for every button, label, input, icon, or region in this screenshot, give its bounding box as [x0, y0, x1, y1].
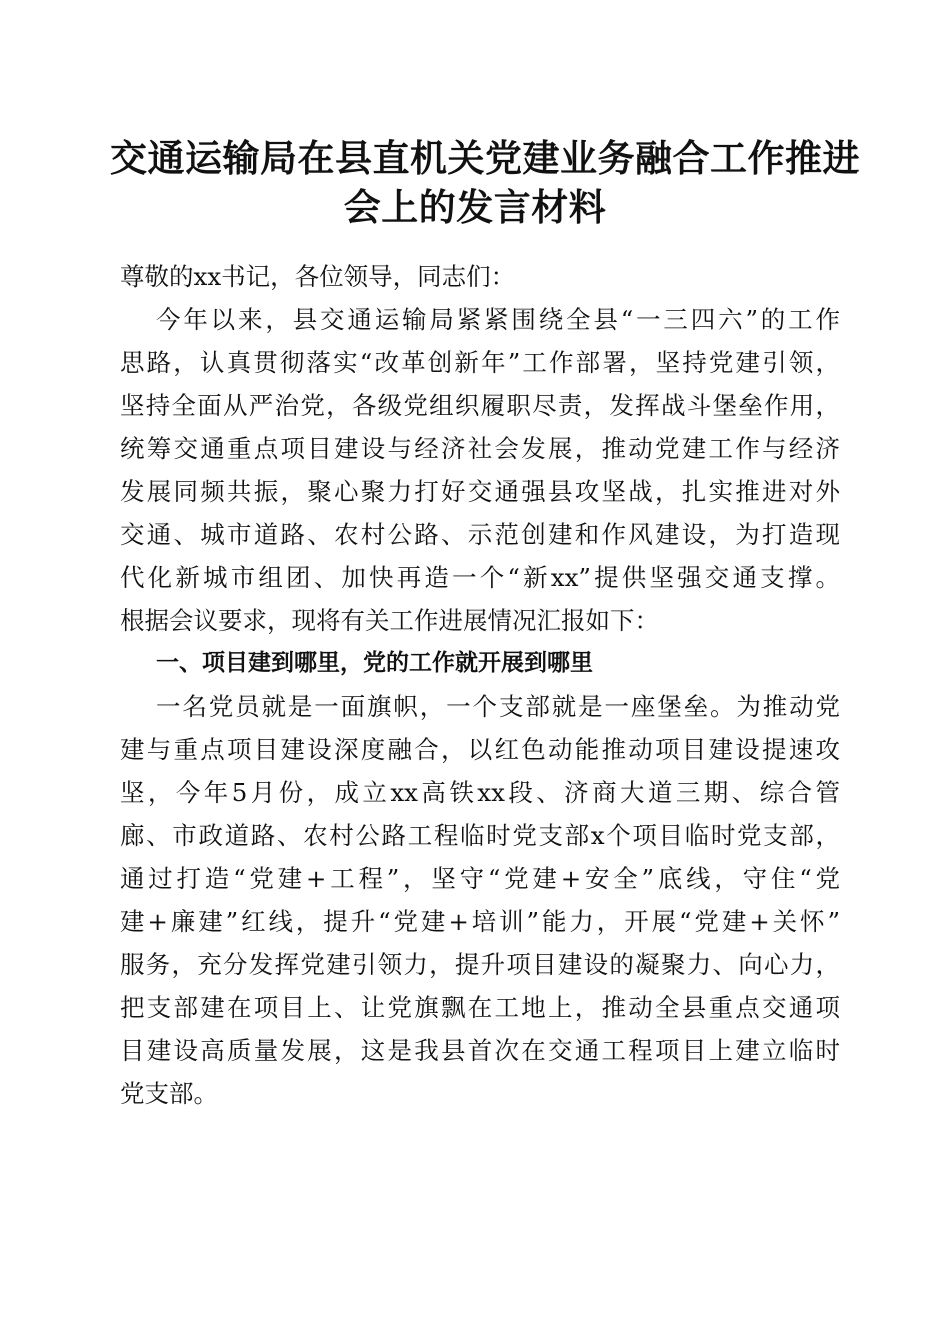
- title-line-2: 会上的发言材料: [343, 185, 607, 229]
- salutation: 尊敬的xx书记，各位领导，同志们：: [120, 262, 516, 291]
- document-body: [120, 255, 840, 1115]
- paragraph-line: 建+廉建”红线，提升“党建+培训”能力，开展“党建+关怀”: [120, 907, 840, 936]
- paragraph-line: 发展同频共振，聚心聚力打好交通强县攻坚战，扎实推进对外: [120, 477, 840, 506]
- intro-paragraph: [120, 298, 840, 642]
- paragraph-line: 坚持全面从严治党，各级党组织履职尽责，发挥战斗堡垒作用，: [120, 391, 840, 420]
- paragraph-line: 今年以来，县交通运输局紧紧围绕全县“一三四六”的工作: [156, 305, 840, 334]
- paragraph-line: 建与重点项目建设深度融合，以红色动能推动项目建设提速攻: [120, 735, 840, 764]
- paragraph-line: 党支部。: [120, 1079, 218, 1108]
- paragraph-line: 把支部建在项目上、让党旗飘在工地上，推动全县重点交通项: [120, 993, 840, 1022]
- paragraph-line: 廊、市政道路、农村公路工程临时党支部x个项目临时党支部，: [120, 821, 840, 850]
- paragraph-line: 一名党员就是一面旗帜，一个支部就是一座堡垒。为推动党: [156, 692, 840, 721]
- paragraph-line: 交通、城市道路、农村公路、示范创建和作风建设，为打造现: [120, 520, 840, 549]
- document-title: [110, 134, 860, 232]
- section-heading: 一、项目建到哪里，党的工作就开展到哪里: [156, 650, 593, 676]
- paragraph-line: 代化新城市组团、加快再造一个“新xx”提供坚强交通支撑。: [120, 563, 840, 592]
- title-line-1: 交通运输局在县直机关党建业务融合工作推进: [110, 136, 860, 180]
- paragraph-line: 根据会议要求，现将有关工作进展情况汇报如下：: [120, 606, 659, 635]
- paragraph-line: 通过打造“党建+工程”，坚守“党建+安全”底线，守住“党: [120, 864, 840, 893]
- paragraph-line: 服务，充分发挥党建引领力，提升项目建设的凝聚力、向心力，: [120, 950, 840, 979]
- paragraph-line: 思路，认真贯彻落实“改革创新年”工作部署，坚持党建引领，: [120, 348, 840, 377]
- paragraph-line: 坚，今年5月份，成立xx高铁xx段、济商大道三期、综合管: [120, 778, 840, 807]
- paragraph-line: 目建设高质量发展，这是我县首次在交通工程项目上建立临时: [120, 1036, 840, 1065]
- section-paragraph: [120, 685, 840, 1115]
- paragraph-line: 统筹交通重点项目建设与经济社会发展，推动党建工作与经济: [120, 434, 840, 463]
